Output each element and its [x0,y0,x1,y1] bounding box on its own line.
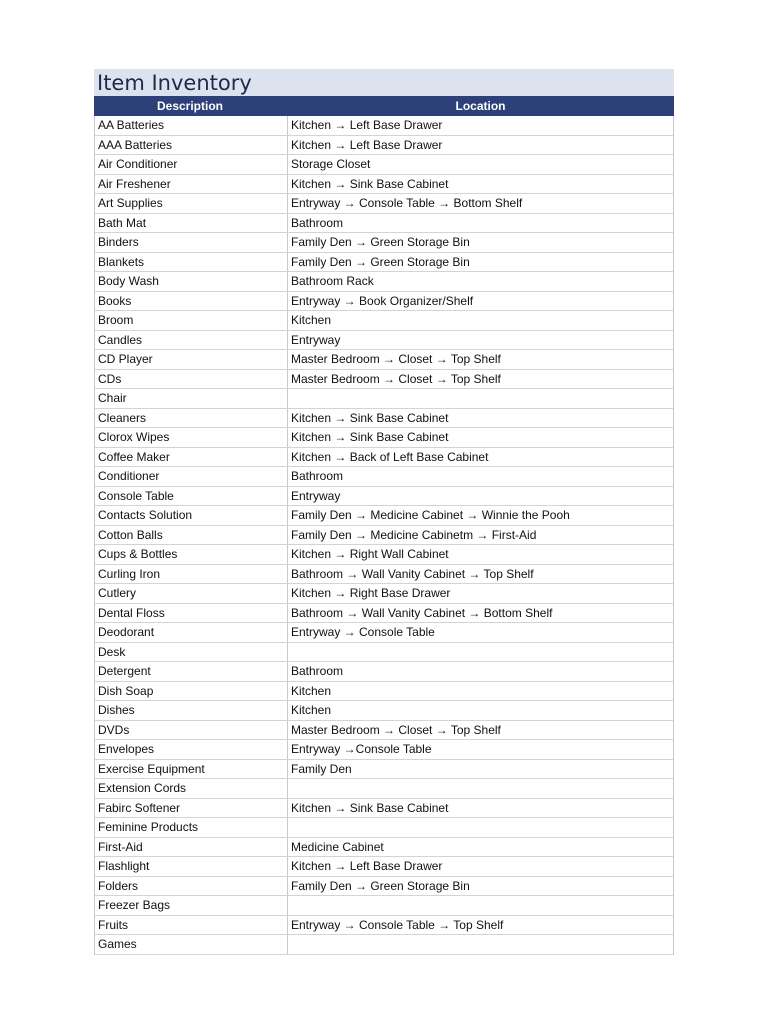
location-cell[interactable]: Kitchen → Sink Base Cabinet [291,800,449,815]
location-cell[interactable]: Kitchen → Right Wall Cabinet [291,547,449,561]
description-cell[interactable]: Air Freshener [95,175,288,194]
table-row [95,799,673,819]
location-cell[interactable]: Kitchen → Right Base Drawer [291,586,451,600]
table-row [95,526,673,546]
location-cell[interactable]: Master Bedroom → Closet → Top Shelf [291,352,501,366]
location-cell[interactable]: Entryway [291,488,341,503]
description-cell[interactable]: Air Conditioner [95,155,288,174]
table-row [95,214,673,234]
description-cell[interactable]: Dish Soap [95,682,288,701]
table-row [95,116,673,136]
table-row [95,623,673,643]
description-header: Description [94,96,287,116]
location-cell[interactable] [288,779,673,798]
location-cell[interactable]: Entryway → Book Organizer/Shelf [291,293,474,308]
location-cell[interactable] [288,818,673,837]
description-cell[interactable]: Curling Iron [95,565,288,584]
table-row [95,155,673,175]
location-cell[interactable]: Kitchen → Left Base Drawer [291,859,443,873]
description-cell[interactable]: CDs [95,370,288,389]
description-cell[interactable]: Candles [95,331,288,350]
location-cell[interactable]: Entryway →Console Table [291,742,432,756]
table-row [95,389,673,409]
location-cell[interactable]: Kitchen → Back of Left Base Cabinet [291,449,489,464]
table-row [95,584,673,604]
description-cell[interactable]: Freezer Bags [95,896,288,915]
description-cell[interactable]: Conditioner [95,467,288,486]
table-row [95,506,673,526]
location-cell[interactable]: Bathroom → Wall Vanity Cabinet → Bottom Shelf [291,605,553,620]
table-row [95,448,673,468]
table-row [95,760,673,780]
location-header: Location [455,99,506,113]
description-cell[interactable]: Contacts Solution [95,506,288,525]
table-row [95,779,673,799]
location-cell[interactable]: Bathroom [291,469,344,483]
description-cell[interactable]: Exercise Equipment [95,760,288,779]
table-row [95,896,673,916]
description-cell[interactable]: Games [95,935,288,954]
location-cell[interactable]: Medicine Cabinet [291,839,384,854]
location-cell[interactable]: Bathroom → Wall Vanity Cabinet → Top Shelf [291,566,534,581]
description-cell[interactable]: Art Supplies [95,194,288,213]
table-row [95,487,673,507]
description-cell[interactable]: Binders [95,233,288,252]
description-cell[interactable]: Books [95,292,288,311]
description-cell[interactable]: CD Player [95,350,288,369]
description-cell[interactable]: Blankets [95,253,288,272]
sheet-title: Item Inventory [94,69,287,96]
table-row [95,916,673,936]
table-row [95,721,673,741]
table-row [95,682,673,702]
description-cell[interactable]: Dishes [95,701,288,720]
table-row [95,877,673,897]
location-cell[interactable]: Kitchen → Sink Base Cabinet [291,410,449,425]
location-cell[interactable]: Family Den → Green Storage Bin [291,254,470,269]
table-row [95,350,673,370]
location-cell[interactable]: Entryway → Console Table [291,625,435,639]
table-row [95,604,673,624]
table-row [95,740,673,760]
location-cell[interactable] [288,896,673,915]
description-cell[interactable]: Dental Floss [95,604,288,623]
table-row [95,818,673,838]
location-cell[interactable]: Entryway [291,332,341,347]
description-cell[interactable]: Detergent [95,662,288,681]
location-cell[interactable] [288,643,673,662]
description-cell[interactable]: AA Batteries [95,116,288,135]
location-cell[interactable]: Master Bedroom → Closet → Top Shelf [291,371,501,386]
table-row [95,857,673,877]
description-cell[interactable]: Cleaners [95,409,288,428]
table-row [95,331,673,351]
description-cell[interactable]: AAA Batteries [95,136,288,155]
table-row [95,643,673,663]
table-row [95,253,673,273]
location-cell[interactable]: Family Den → Green Storage Bin [291,878,470,893]
table-row [95,662,673,682]
table-row [95,370,673,390]
description-cell[interactable]: Folders [95,877,288,896]
location-cell[interactable]: Family Den → Medicine Cabinet → Winnie the Pooh [291,508,570,522]
table-row [95,935,673,955]
title-fill [287,69,674,96]
table-row [95,838,673,858]
description-cell[interactable]: Cotton Balls [95,526,288,545]
table-row [95,311,673,331]
description-cell[interactable]: Envelopes [95,740,288,759]
table-row [95,467,673,487]
location-cell[interactable]: Kitchen → Sink Base Cabinet [291,430,449,444]
table-row [95,428,673,448]
description-cell[interactable]: Cups & Bottles [95,545,288,564]
table-row [95,272,673,292]
location-cell[interactable]: Kitchen [291,683,332,698]
location-cell[interactable]: Kitchen [291,703,332,717]
description-cell[interactable]: Feminine Products [95,818,288,837]
table-row [95,409,673,429]
description-cell[interactable]: Deodorant [95,623,288,642]
location-cell[interactable]: Kitchen → Sink Base Cabinet [291,176,449,191]
description-cell[interactable]: Cutlery [95,584,288,603]
description-cell[interactable]: Console Table [95,487,288,506]
description-cell[interactable]: Flashlight [95,857,288,876]
location-cell[interactable]: Entryway → Console Table → Bottom Shelf [291,196,523,210]
location-cell[interactable]: Bathroom Rack [291,274,374,288]
description-cell[interactable]: First-Aid [95,838,288,857]
location-cell[interactable]: Family Den [291,761,352,776]
description-cell[interactable]: DVDs [95,721,288,740]
location-cell[interactable]: Kitchen → Left Base Drawer [291,137,443,152]
description-cell[interactable]: Clorox Wipes [95,428,288,447]
inventory-rows [94,116,674,955]
title-row [94,69,674,96]
table-row [95,545,673,565]
table-row [95,175,673,195]
table-row [95,194,673,214]
location-cell[interactable]: Master Bedroom → Closet → Top Shelf [291,722,501,737]
inventory-sheet [94,69,674,955]
location-cell[interactable]: Family Den → Medicine Cabinetm → First-Aid [291,527,537,542]
table-row [95,233,673,253]
location-cell[interactable]: Kitchen [291,313,332,327]
description-cell[interactable]: Fabirc Softener [95,799,288,818]
description-cell[interactable]: Fruits [95,916,288,935]
table-row [95,136,673,156]
location-cell[interactable]: Bathroom [291,215,344,230]
table-row [95,701,673,721]
header-row [94,96,674,116]
location-cell[interactable]: Storage Closet [291,157,371,171]
location-cell[interactable]: Bathroom [291,664,344,678]
location-cell[interactable]: Entryway → Console Table → Top Shelf [291,917,504,932]
table-row [95,565,673,585]
location-cell[interactable]: Kitchen → Left Base Drawer [291,118,443,132]
table-row [95,292,673,312]
description-cell[interactable]: Desk [95,643,288,662]
description-cell[interactable]: Extension Cords [95,779,288,798]
description-cell[interactable]: Chair [95,389,288,408]
description-cell[interactable]: Bath Mat [95,214,288,233]
location-cell[interactable]: Family Den → Green Storage Bin [291,235,470,249]
description-cell[interactable]: Broom [95,311,288,330]
description-cell[interactable]: Body Wash [95,272,288,291]
location-cell[interactable] [288,389,673,408]
description-cell[interactable]: Coffee Maker [95,448,288,467]
location-cell[interactable] [288,935,673,954]
